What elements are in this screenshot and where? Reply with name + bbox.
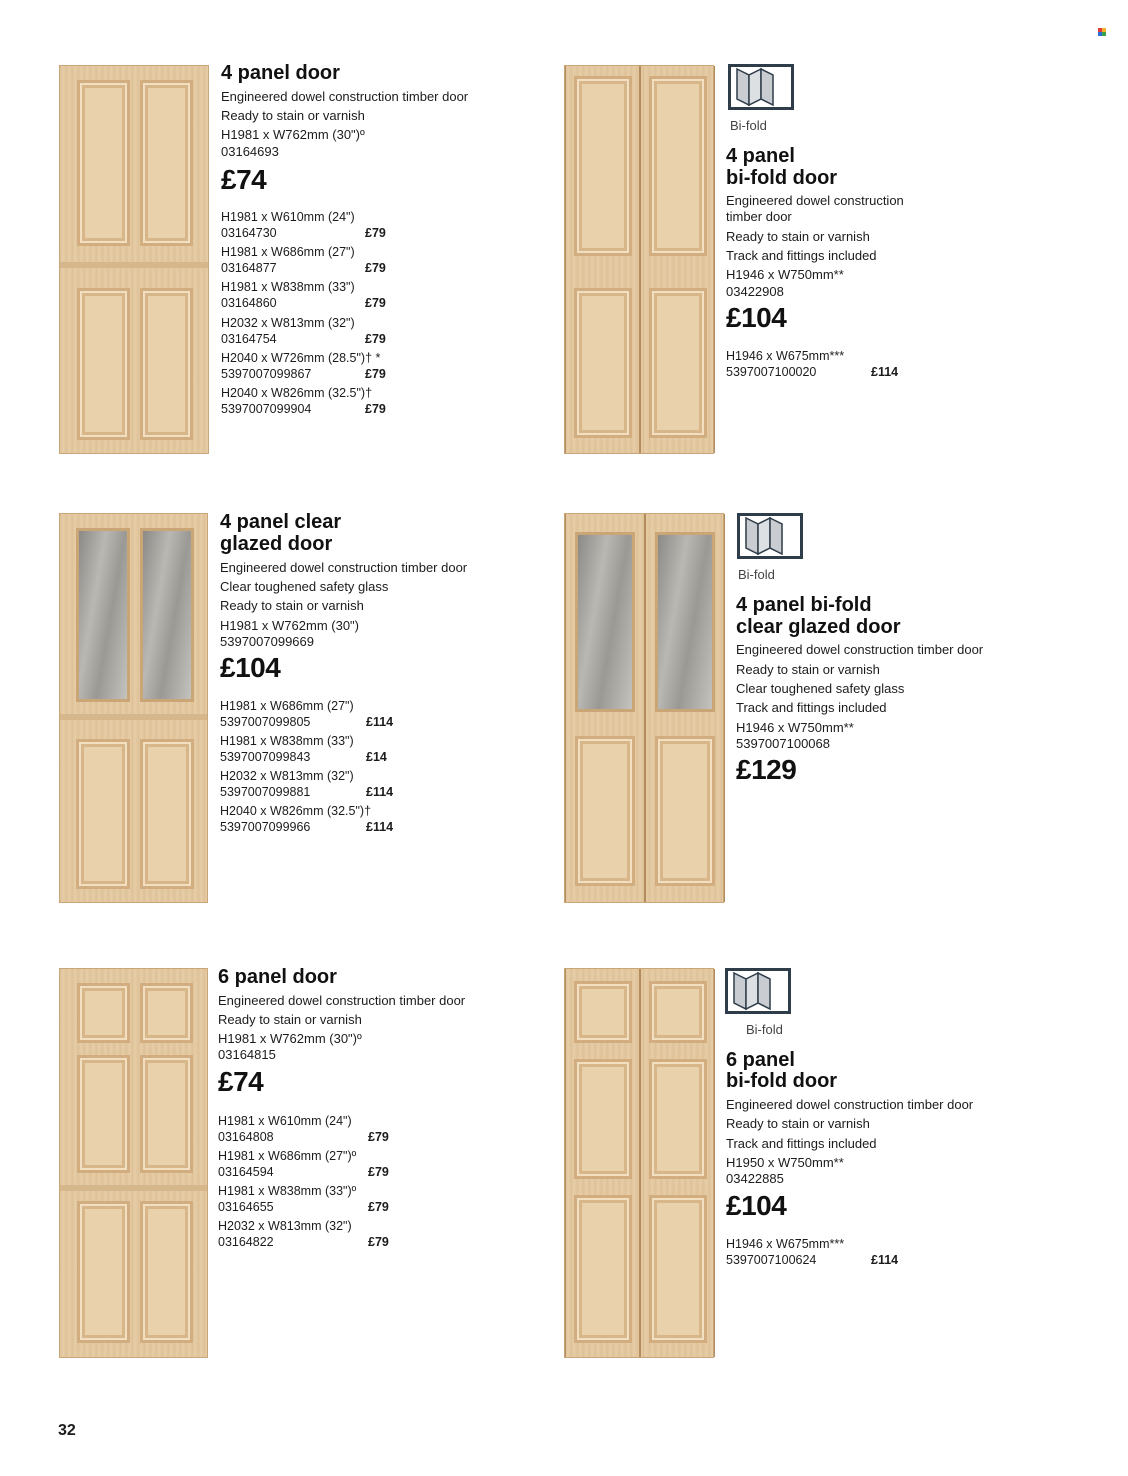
variant-code: 03164877 — [221, 261, 277, 275]
product-price: £104 — [726, 302, 787, 333]
product-image-4-panel-bifold-glazed-door — [564, 513, 724, 903]
variant-size: H1981 x W838mm (33")º — [218, 1184, 357, 1198]
bifold-label: Bi-fold — [746, 1022, 783, 1037]
product-title: 6 panel — [726, 1049, 795, 1071]
product-feature: Track and fittings included — [726, 248, 877, 263]
product-image-4-panel-door — [59, 65, 209, 454]
variant-price: £79 — [365, 296, 386, 310]
product-feature: Track and fittings included — [736, 700, 887, 715]
product-size: H1981 x W762mm (30")º — [221, 127, 365, 142]
bifold-icon — [728, 64, 794, 110]
product-image-4-panel-bifold-door — [564, 65, 714, 454]
variant-code: 5397007099867 — [221, 367, 312, 381]
product-code: 03164693 — [221, 144, 279, 159]
product-feature: Track and fittings included — [726, 1136, 877, 1151]
bifold-label: Bi-fold — [730, 118, 767, 133]
product-feature: Ready to stain or varnish — [726, 1116, 870, 1131]
variant-size: H1946 x W675mm*** — [726, 349, 845, 363]
variant-size: H2040 x W826mm (32.5")† — [220, 804, 372, 818]
variant-price: £114 — [366, 820, 394, 834]
variant-code: 5397007099966 — [220, 820, 311, 834]
product-feature: Engineered dowel construction timber door — [726, 1097, 974, 1112]
variant-size: H1981 x W838mm (33") — [221, 280, 355, 294]
variant-price: £79 — [365, 261, 386, 275]
page-number: 32 — [58, 1422, 76, 1439]
product-feature: Engineered dowel construction — [726, 193, 904, 208]
variant-size: H1981 x W686mm (27") — [220, 699, 354, 713]
product-feature: Engineered dowel construction timber door — [736, 642, 984, 657]
variant-price: £79 — [365, 367, 386, 381]
variant-code: 5397007099805 — [220, 715, 311, 729]
variant-price: £79 — [365, 226, 386, 240]
variant-code: 03164655 — [218, 1200, 274, 1214]
variant-code: 03164594 — [218, 1165, 274, 1179]
product-size: H1981 x W762mm (30")º — [218, 1031, 362, 1046]
product-title: clear glazed door — [736, 616, 901, 638]
bifold-icon — [725, 968, 791, 1014]
variant-size: H2032 x W813mm (32") — [221, 316, 355, 330]
product-feature: Clear toughened safety glass — [736, 681, 905, 696]
product-feature: Ready to stain or varnish — [726, 229, 870, 244]
variant-price: £79 — [368, 1130, 389, 1144]
product-feature: Engineered dowel construction timber door — [220, 560, 468, 575]
variant-size: H2032 x W813mm (32") — [218, 1219, 352, 1233]
variant-code: 03164754 — [221, 332, 277, 346]
variant-code: 03164822 — [218, 1235, 274, 1249]
variant-size: H1981 x W610mm (24") — [221, 210, 355, 224]
product-price: £129 — [736, 754, 797, 785]
variant-code: 5397007099843 — [220, 750, 311, 764]
variant-price: £114 — [871, 365, 899, 379]
product-price: £74 — [218, 1066, 264, 1097]
variant-size: H1946 x W675mm*** — [726, 1237, 845, 1251]
variant-price: £114 — [871, 1253, 899, 1267]
variant-price: £114 — [366, 785, 394, 799]
product-feature: Ready to stain or varnish — [220, 598, 364, 613]
variant-code: 03164730 — [221, 226, 277, 240]
variant-code: 03164860 — [221, 296, 277, 310]
product-size: H1946 x W750mm** — [726, 267, 844, 282]
product-title: bi-fold door — [726, 1070, 838, 1092]
product-code: 03422908 — [726, 284, 784, 299]
product-title: 4 panel door — [221, 62, 340, 84]
variant-size: H2032 x W813mm (32") — [220, 769, 354, 783]
product-size: H1981 x W762mm (30") — [220, 618, 359, 633]
variant-code: 5397007100624 — [726, 1253, 817, 1267]
product-title: 4 panel clear — [220, 511, 342, 533]
product-size: H1946 x W750mm** — [736, 720, 854, 735]
product-price: £104 — [220, 652, 281, 683]
product-feature: Clear toughened safety glass — [220, 579, 389, 594]
product-feature: Ready to stain or varnish — [736, 662, 880, 677]
product-price: £74 — [221, 164, 267, 195]
variant-code: 5397007099904 — [221, 402, 312, 416]
product-code: 5397007100068 — [736, 736, 830, 751]
variant-price: £79 — [368, 1200, 389, 1214]
variant-size: H1981 x W610mm (24") — [218, 1114, 352, 1128]
variant-price: £14 — [366, 750, 387, 764]
variant-size: H2040 x W826mm (32.5")† — [221, 386, 373, 400]
product-feature: Engineered dowel construction timber door — [218, 993, 466, 1008]
variant-price: £79 — [365, 402, 386, 416]
variant-price: £79 — [368, 1165, 389, 1179]
variant-code: 5397007100020 — [726, 365, 817, 379]
variant-price: £79 — [368, 1235, 389, 1249]
product-code: 5397007099669 — [220, 634, 314, 649]
variant-size: H1981 x W686mm (27")º — [218, 1149, 357, 1163]
variant-code: 03164808 — [218, 1130, 274, 1144]
product-feature: Ready to stain or varnish — [218, 1012, 362, 1027]
variant-price: £114 — [366, 715, 394, 729]
variant-size: H2040 x W726mm (28.5")† * — [221, 351, 381, 365]
bifold-icon — [737, 513, 803, 559]
product-image-4-panel-glazed-door — [59, 513, 208, 903]
product-title: 4 panel bi-fold — [736, 594, 872, 616]
product-code: 03164815 — [218, 1047, 276, 1062]
product-feature: Engineered dowel construction timber door — [221, 89, 469, 104]
product-image-6-panel-door — [59, 968, 208, 1358]
bifold-label: Bi-fold — [738, 567, 775, 582]
product-feature: Ready to stain or varnish — [221, 108, 365, 123]
variant-price: £79 — [365, 332, 386, 346]
product-feature: timber door — [726, 209, 792, 224]
variant-code: 5397007099881 — [220, 785, 311, 799]
product-title: 6 panel door — [218, 966, 337, 988]
product-title: glazed door — [220, 533, 333, 555]
product-price: £104 — [726, 1190, 787, 1221]
product-size: H1950 x W750mm** — [726, 1155, 844, 1170]
product-title: 4 panel — [726, 145, 795, 167]
product-image-6-panel-bifold-door — [564, 968, 714, 1358]
variant-size: H1981 x W686mm (27") — [221, 245, 355, 259]
product-code: 03422885 — [726, 1171, 784, 1186]
variant-size: H1981 x W838mm (33") — [220, 734, 354, 748]
brand-corner-mark — [1098, 28, 1106, 36]
product-title: bi-fold door — [726, 167, 838, 189]
